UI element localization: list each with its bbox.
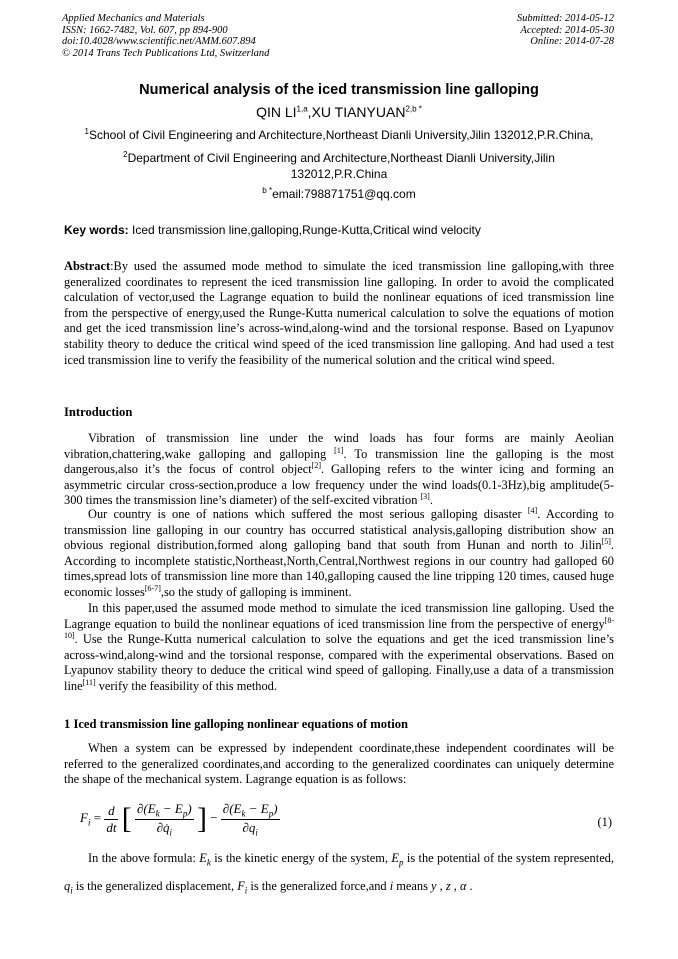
introduction-heading: Introduction [64, 405, 133, 419]
p2-text-5: is the generalized force,and [247, 879, 390, 894]
intro-paragraph-3 [64, 601, 614, 695]
citation-3: [3] [420, 492, 430, 502]
affiliation-2-sup: 2 [123, 150, 128, 159]
p2-text-6: means [393, 879, 432, 894]
journal-issn: ISSN: 1662-7482, Vol. 607, pp 894-900 [62, 24, 228, 36]
affiliation-1-text: School of Civil Engineering and Architecture,Northeast Dianli University,Jilin 132012,P.R.China, [88, 128, 594, 142]
lagrange-equation: $F_i$ = $\frac{d}{dt}$ [ $\frac{\partial(E_k - E_p)}{\partial q̇_i}$ ] − $\frac{\partial(E_k - E_p)}{\partial q_i}$ [80, 801, 278, 838]
section-1-paragraph-1: When a system can be expressed by independent coordinate,these independent coordinates will be referred to the generalized coordinates,and according to the generalized coordinates can uniquely determine the shape of the mechanical system. Lagrange equation is as follows: [64, 741, 614, 787]
author-2-sup: 2,b * [405, 104, 422, 114]
citation-5: [5] [601, 537, 611, 547]
journal-header-right [517, 13, 614, 48]
abstract [64, 259, 614, 368]
affiliation-1-sup: 1 [84, 127, 89, 136]
equation-number: (1) [597, 815, 612, 829]
submitted-date: Submitted: 2014-05-12 [516, 13, 614, 24]
keywords-label: Key words: [64, 223, 129, 237]
intro-p2-text-2: . According to transmission line galloping in our country has occurred statistical analysis,galloping distribution show an obvious regional distribution,formed along galloping band that south from Hunan and north to Jilin [64, 507, 615, 553]
journal-copyright: © 2014 Trans Tech Publications Ltd, Switzerland [62, 47, 270, 59]
citation-1: [1] [334, 445, 344, 455]
intro-p2-text-4: ,so the study of galloping is imminent. [160, 584, 352, 599]
citation-8-10: [8-10] [64, 615, 614, 641]
keywords [64, 223, 616, 237]
section-1-paragraph-2: In the above formula: $E_k$ is the kinetic energy of the system, $E_p$ is the potential of the system represented, $q_i$ is the generalized displacement, $F_i$ is the generalized force,and i means y , z , α . [64, 851, 614, 896]
citation-4: [4] [527, 505, 538, 515]
intro-paragraph-1 [64, 431, 614, 509]
p2-text-1: In the above formula: [88, 851, 200, 865]
intro-p1-text-4: . [429, 493, 433, 508]
intro-p2-text-1: Our country is one of nations which suffered the most serious galloping disaster [88, 507, 528, 521]
intro-p3-text-3: verify the feasibility of this method. [95, 678, 277, 693]
email-sup: b * [262, 186, 273, 195]
journal-doi: doi:10.4028/www.scientific.net/AMM.607.894 [62, 36, 256, 47]
abstract-text: :By used the assumed mode method to simulate the iced transmission line galloping,with three generalized coordinates to represent the iced transmission line galloping. In order to avoid the complicated calculation of vector,used the Lagrange equation to build the nonlinear equations of iced transmission line from the perspective of energy,used the Runge-Kutta numerical calculation to solve the equations of motion and get the iced transmission line’s across-wind,along-wind and the torsional response. Based on Lyapunov stability theory to deduce the critical wind speed of the iced transmission line galloping. And had used a test iced transmission line to verify the feasibility of the numerical solution and the critical wind speed. [64, 259, 614, 367]
intro-p1-text-2: . To transmission line the galloping is the most dangerous,also it’s the focus of control object [64, 446, 615, 477]
p2-text-4: is the generalized displacement, [72, 879, 238, 894]
intro-p1-text-1: Vibration of transmission line under the wind loads has four forms are mainly Aeolian vibration,chattering,wake galloping and galloping [64, 431, 614, 461]
intro-p2-text-3: . According to incomplete statistic,Northeast,North,Central,Northwest regions in our country had galloped 60 times,spread lots of transmission line more than 140,galloping caused the line tripping 120 times, caused huge economic losses [64, 538, 614, 599]
keywords-text: Iced transmission line,galloping,Runge-Kutta,Critical wind velocity [128, 223, 481, 237]
intro-p3-text-1: In this paper,used the assumed mode method to simulate the iced transmission line galloping. Used the Lagrange equation to build the nonlinear equations of iced transmission line from the perspective of energy [64, 601, 614, 631]
p2-text-3: is the potential of the system represented, [403, 851, 614, 865]
affiliation-2 [100, 150, 578, 182]
author-separator: , [307, 104, 312, 120]
journal-name: Applied Mechanics and Materials [62, 13, 205, 24]
intro-p1-text-3: . Galloping refers to the winter icing and forming an asymmetric circular cross-section,produce a low frequency under the wind loads(0.1-3Hz),big amplitude(5-300 times the transmission line’s diameter) of the self-excited vibration [64, 462, 614, 508]
email-text: email:798871751@qq.com [272, 187, 416, 201]
author-1-sup: 1,a [296, 104, 308, 114]
p2-text-2: is the kinetic energy of the system, [210, 851, 392, 865]
online-date: Online: 2014-07-28 [530, 36, 614, 47]
accepted-date: Accepted: 2014-05-30 [520, 24, 614, 36]
affiliation-2-text: Department of Civil Engineering and Architecture,Northeast Dianli University,Jilin 132012,P.R.China [127, 151, 555, 181]
author-1: QIN LI [256, 104, 297, 120]
paper-title: Numerical analysis of the iced transmission line galloping [139, 82, 539, 98]
author-email [62, 186, 616, 202]
author-list [0, 104, 678, 120]
intro-p3-text-2: . Use the Runge-Kutta numerical calculation to solve the equations and get the iced transmission line’s across-wind,along-wind and the torsional response, compared with the experimental observations. Based on Lyapunov stability theory to deduce the critical wind speed of galloping. Finally,use a data of a transmission line [64, 632, 614, 693]
intro-paragraph-2 [64, 507, 614, 601]
affiliation-1 [62, 127, 616, 143]
citation-6-7: [6-7] [144, 583, 161, 593]
section-1-heading: 1 Iced transmission line galloping nonlinear equations of motion [64, 717, 409, 731]
citation-2: [2] [311, 461, 322, 471]
citation-11: [11] [82, 677, 96, 687]
journal-header-left [62, 13, 269, 59]
author-2: XU TIANYUAN [311, 104, 406, 120]
abstract-label: Abstract [64, 259, 111, 273]
